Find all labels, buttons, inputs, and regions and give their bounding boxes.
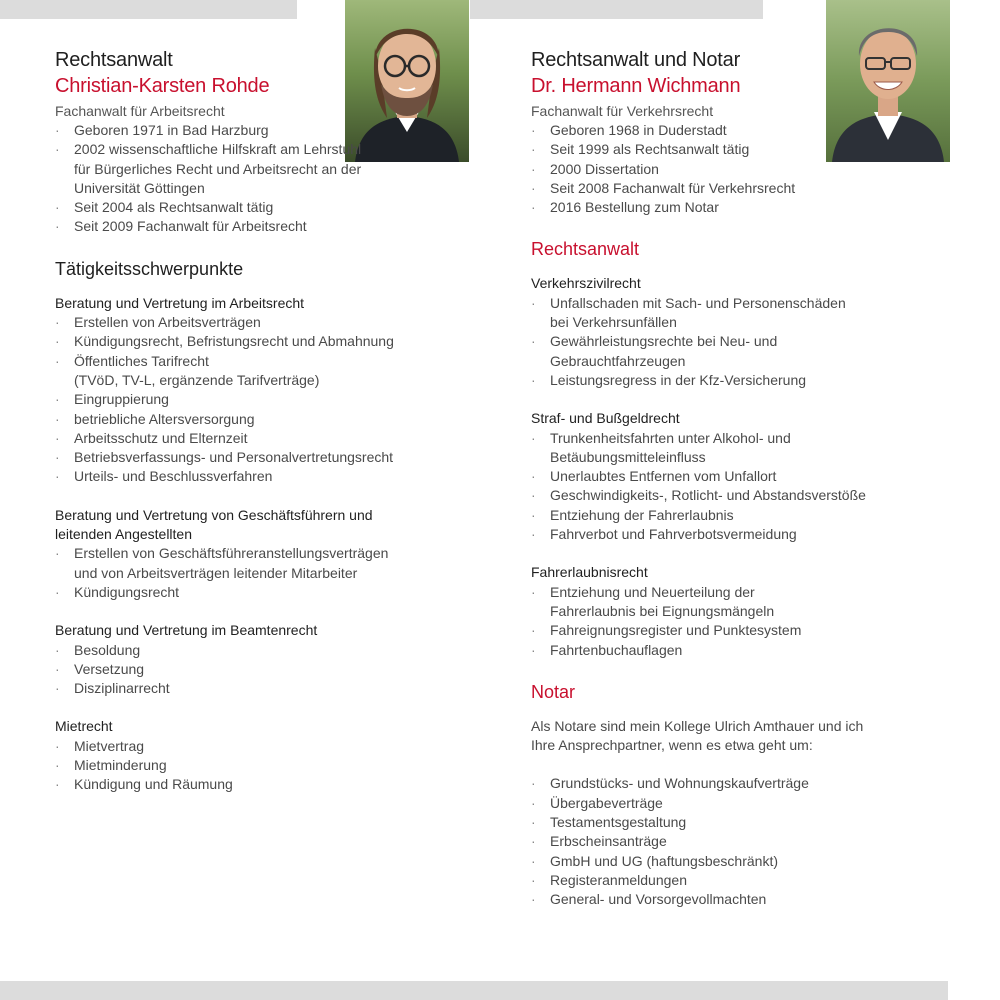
group-title: Beratung und Vertretung im Beamtenrecht [55, 622, 318, 639]
top-bar-left [0, 0, 297, 19]
list-item: · Seit 2004 als Rechtsanwalt tätig [55, 198, 475, 217]
list-item: · 2000 Dissertation [531, 160, 951, 179]
group-title: Straf- und Bußgeldrecht [531, 410, 680, 427]
list-item: · Betriebsverfassungs- und Personalvertretungsrecht [55, 448, 475, 467]
group-list [55, 737, 475, 795]
list-item: · Disziplinarrecht [55, 679, 475, 698]
group-title: Fahrerlaubnisrecht [531, 564, 648, 581]
list-item: · Urteils- und Beschlussverfahren [55, 467, 475, 486]
list-item: · Eingruppierung [55, 390, 475, 409]
group-list [531, 583, 951, 660]
specialty: Fachanwalt für Arbeitsrecht [55, 103, 225, 119]
list-item: · Testamentsgestaltung [531, 813, 951, 832]
group-list [55, 641, 475, 699]
notar-list [531, 774, 951, 909]
list-item: · Arbeitsschutz und Elternzeit [55, 429, 475, 448]
bio-list [531, 121, 951, 217]
group-list [55, 313, 475, 487]
group-title: Mietrecht [55, 718, 113, 735]
list-item: · Entziehung der Fahrerlaubnis [531, 506, 951, 525]
list-item: · Kündigungsrecht, Befristungsrecht und Abmahnung [55, 332, 475, 351]
list-item: · Seit 2009 Fachanwalt für Arbeitsrecht [55, 217, 475, 236]
list-item: · Entziehung und Neuerteilung der Fahrerlaubnis bei Eignungsmängeln [531, 583, 951, 622]
list-item: · Öffentliches Tarifrecht (TVöD, TV-L, ergänzende Tarifverträge) [55, 352, 475, 391]
list-item: · Unfallschaden mit Sach- und Personenschäden bei Verkehrsunfällen [531, 294, 951, 333]
bottom-bar [0, 981, 948, 1000]
list-item: · General- und Vorsorgevollmachten [531, 890, 951, 909]
list-item: · Trunkenheitsfahrten unter Alkohol- und Betäubungsmitteleinfluss [531, 429, 951, 468]
notar-intro: Als Notare sind mein Kollege Ulrich Amthauer und ich Ihre Ansprechpartner, wenn es etwa geht um: [531, 717, 864, 754]
list-item: · Geboren 1968 in Duderstadt [531, 121, 951, 140]
group-list [531, 294, 951, 390]
group-list [55, 544, 475, 602]
section-title: Tätigkeitsschwerpunkte [55, 258, 244, 279]
practice-group [55, 717, 475, 794]
practice-group [55, 621, 475, 698]
group-list [531, 429, 951, 545]
list-item: · Fahrverbot und Fahrverbotsvermeidung [531, 525, 951, 544]
list-item: · Erbscheinsanträge [531, 832, 951, 851]
list-item: · Registeranmeldungen [531, 871, 951, 890]
section-title-notar: Notar [531, 681, 576, 702]
person-name: Christian-Karsten Rohde [55, 75, 270, 97]
list-item: · Kündigung und Räumung [55, 775, 475, 794]
specialty: Fachanwalt für Verkehrsrecht [531, 103, 714, 119]
list-item: · Leistungsregress in der Kfz-Versicherung [531, 371, 951, 390]
section-title-rechtsanwalt: Rechtsanwalt [531, 239, 640, 260]
list-item: · Geboren 1971 in Bad Harzburg [55, 121, 475, 140]
list-item: · Versetzung [55, 660, 475, 679]
practice-group [55, 506, 475, 602]
list-item: · 2002 wissenschaftliche Hilfskraft am Lehrstuhl für Bürgerliches Recht und Arbeitsrecht an der Universität Göttingen [55, 140, 475, 198]
practice-group [531, 563, 951, 659]
list-item: · Gewährleistungsrechte bei Neu- und Gebrauchtfahrzeugen [531, 332, 951, 371]
list-item: · betriebliche Altersversorgung [55, 410, 475, 429]
list-item: · Fahreignungsregister und Punktesystem [531, 621, 951, 640]
top-bar-right [470, 0, 763, 19]
list-item: · Geschwindigkeits-, Rotlicht- und Abstandsverstöße [531, 486, 951, 505]
list-item: · GmbH und UG (haftungsbeschränkt) [531, 852, 951, 871]
group-title: Verkehrszivilrecht [531, 275, 641, 292]
profile-column-rohde [55, 47, 475, 814]
bio-list [55, 121, 475, 237]
list-item: · Besoldung [55, 641, 475, 660]
group-title: Beratung und Vertretung von Geschäftsführern und leitenden Angestellten [55, 506, 373, 543]
list-item: · Erstellen von Arbeitsverträgen [55, 313, 475, 332]
profile-column-wichmann [531, 47, 951, 910]
role-title: Rechtsanwalt [55, 49, 173, 71]
list-item: · Kündigungsrecht [55, 583, 475, 602]
person-name: Dr. Hermann Wichmann [531, 75, 741, 97]
practice-group [531, 274, 951, 390]
practice-group [55, 294, 475, 487]
role-title: Rechtsanwalt und Notar [531, 49, 741, 71]
list-item: · Erstellen von Geschäftsführeranstellungsverträgen und von Arbeitsverträgen leitender Mitarbeiter [55, 544, 475, 583]
list-item: · Grundstücks- und Wohnungskaufverträge [531, 774, 951, 793]
list-item: · Mietminderung [55, 756, 475, 775]
list-item: · 2016 Bestellung zum Notar [531, 198, 951, 217]
list-item: · Fahrtenbuchauflagen [531, 641, 951, 660]
list-item: · Seit 2008 Fachanwalt für Verkehrsrecht [531, 179, 951, 198]
practice-group [531, 409, 951, 544]
list-item: · Mietvertrag [55, 737, 475, 756]
list-item: · Seit 1999 als Rechtsanwalt tätig [531, 140, 951, 159]
list-item: · Unerlaubtes Entfernen vom Unfallort [531, 467, 951, 486]
list-item: · Übergabeverträge [531, 794, 951, 813]
group-title: Beratung und Vertretung im Arbeitsrecht [55, 294, 305, 311]
